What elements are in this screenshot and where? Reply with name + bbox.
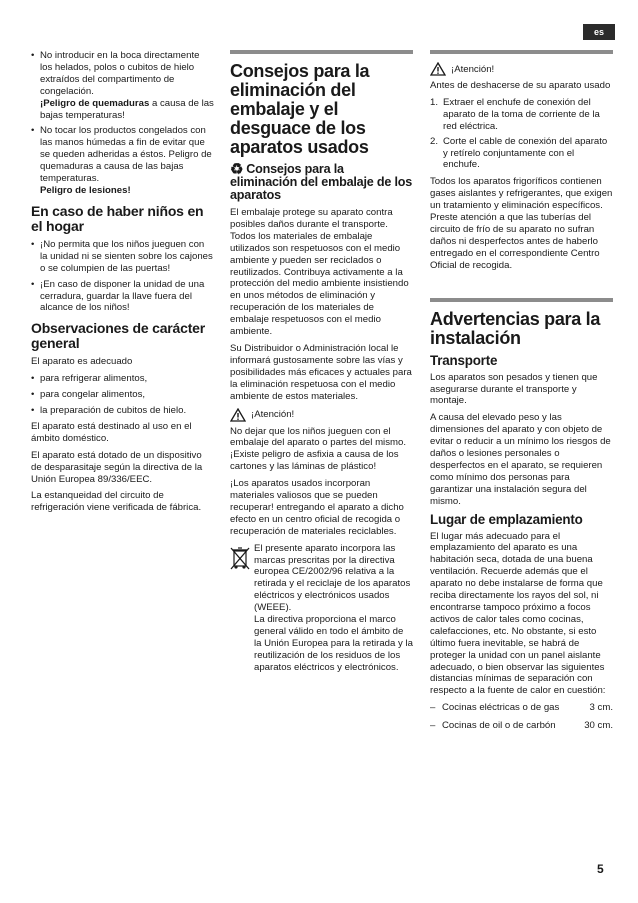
list-item: 1. Extraer el enchufe de conexión del aparato de la toma de corriente de la red eléctrica. [430, 96, 600, 132]
paragraph: El aparato está dotado de un dispositivo de desparasitaje según la directiva de la Unión Europea 89/336/EEC. [31, 449, 203, 485]
section-divider [430, 298, 613, 302]
list-item: • para congelar alimentos, [31, 389, 214, 401]
page-number: 5 [597, 862, 604, 876]
attention-label: ¡Atención! [430, 62, 613, 76]
warning-text: Peligro de lesiones! [40, 184, 131, 196]
list-item: • ¡En caso de disponer la unidad de una cerradura, guardar la llave fuera del alcance de los niños! [31, 279, 214, 315]
paragraph: El lugar más adecuado para el emplazamiento del aparato es una habitación seca, dotada de una buena ventilación. Recuerde además que el aparato no debe instalarse de forma que reciba directamente los rayos del sol, ni encontrarse tampoco próximo a focos activos de calor tales como cocinas, calefacciones, etc. No obstante, si esto último fuera inevitable, se habrá de proteger la unidad con un panel aislante adecuado, o bien observar las siguientes distancias mínimas de separación con respecto a la fuente de calor en cuestión: [430, 530, 606, 697]
list-item: • para refrigerar alimentos, [31, 373, 214, 385]
paragraph: No dejar que los niños jueguen con el embalaje del aparato o partes del mismo. ¡Existe peligro de asfixia a causa de los cartones y las láminas de plástico! [230, 425, 406, 473]
general-intro: El aparato es adecuado [31, 356, 133, 368]
list-item: – Cocinas eléctricas o de gas 3 cm. [430, 702, 613, 714]
list-item: – Cocinas de oil o de carbón 30 cm. [430, 720, 613, 732]
list-item: • ¡No permita que los niños jueguen con la unidad ni se sienten sobre los cajones o se columpien de las puertas! [31, 239, 214, 275]
paragraph: Los aparatos son pesados y tienen que asegurarse durante el transporte y montaje. [430, 371, 598, 407]
paragraph: La estanqueidad del circuito de refrigeración viene verificada de fábrica. [31, 490, 202, 514]
distance-list [430, 702, 613, 732]
section-divider [230, 50, 413, 54]
column-3 [430, 50, 613, 738]
location-heading: Lugar de emplazamiento [430, 511, 583, 527]
transport-heading: Transporte [430, 352, 498, 368]
general-bullet-list [31, 373, 214, 417]
paragraph: El aparato está destinado al uso en el ámbito doméstico. [31, 420, 192, 444]
paragraph: El presente aparato incorpora las marcas prescritas por la directiva europea CE/2002/96 relativa a la retirada y el reciclaje de los aparatos eléctricos y electrónicos usados (WEEE). [254, 542, 411, 614]
list-item: 2. Corte el cable de conexión del aparato y retírelo conjuntamente con el enchufe. [430, 135, 608, 171]
list-item: • No introducir en la boca directamente los helados, polos o cubitos de hielo extraídos del compartimento de congelación. ¡Peligro de quemaduras a causa de las bajas temperaturas! [31, 50, 214, 121]
warning-triangle-icon [430, 62, 446, 76]
warning-triangle-icon [230, 408, 246, 422]
warning-text: ¡Peligro de quemaduras [40, 97, 150, 109]
section-divider [430, 50, 613, 54]
paragraph: El embalaje protege su aparato contra posibles daños durante el transporte. Todos los materiales de embalaje utilizados son respetuosos con el medio ambiente y pueden ser reciclados o reutilizados. Contribuya activamente a la protección del medio ambiente insistiendo en unos métodos de eliminación y recuperación de los materiales de embalaje respetuosos con el medio ambiente. [230, 207, 409, 338]
list-item: • No tocar los productos congelados con las manos húmedas a fin de evitar que se queden adheridas a éstos. Peligro de quemaduras a causa de las bajas temperaturas. Peligro de lesiones! [31, 125, 214, 196]
children-bullet-list [31, 239, 214, 314]
language-badge: es [583, 24, 615, 40]
weee-block [230, 543, 413, 674]
list-item: • la preparación de cubitos de hielo. [31, 405, 214, 417]
children-heading: En caso de haber niños en el hogar [31, 202, 204, 234]
installation-heading: Advertencias para la instalación [430, 308, 601, 348]
disposal-main-heading: Consejos para la eliminación del embalaje y el desguace de los aparatos usados [230, 61, 370, 157]
attention-label: ¡Atención! [230, 408, 413, 422]
column-2 [230, 50, 413, 678]
paragraph: Su Distribuidor o Administración local le informará gustosamente sobre las vías y posibilidades más eficaces y actuales para la eliminación respetuosa con el medio ambiente de estos materiales. [230, 342, 412, 402]
column-1 [31, 50, 214, 519]
paragraph: ¡Los aparatos usados incorporan materiales valiosos que se pueden recuperar! entregando el aparato a dicho efecto en un centro oficial de recogida o recuperación de materiales reciclables. [230, 478, 404, 537]
crossed-bin-icon [230, 546, 250, 572]
paragraph: Antes de deshacerse de su aparato usado [430, 80, 611, 91]
paragraph: Todos los aparatos frigoríficos contienen gases aislantes y refrigerantes, que exigen un tratamiento y eliminación específicos. Preste atención a que las tuberías del circuito de frío de su aparato no sufran daños ni desperfectos antes de haberlo entregado en el correspondiente Centro Oficial de recogida. [430, 176, 613, 271]
paragraph: La directiva proporciona el marco general válido en todo el ámbito de la Unión Europea para la retirada y la reutilización de los residuos de los aparatos eléctricos y electrónicos. [254, 614, 413, 673]
paragraph: A causa del elevado peso y las dimensiones del aparato y con objeto de evitar o reducir a un mínimo los riesgos de daños o lesiones personales o desperfectos en el aparato, se requieren como mínimo dos personas para garantizar una instalación segura del mismo. [430, 412, 611, 507]
packaging-subheading: ♻ Consejos para la eliminación del embalaje de los aparatos [230, 161, 413, 202]
safety-bullet-list [31, 50, 214, 197]
disposal-steps [430, 97, 613, 171]
recycle-icon: ♻ [230, 161, 244, 178]
general-heading: Observaciones de carácter general [31, 320, 205, 352]
